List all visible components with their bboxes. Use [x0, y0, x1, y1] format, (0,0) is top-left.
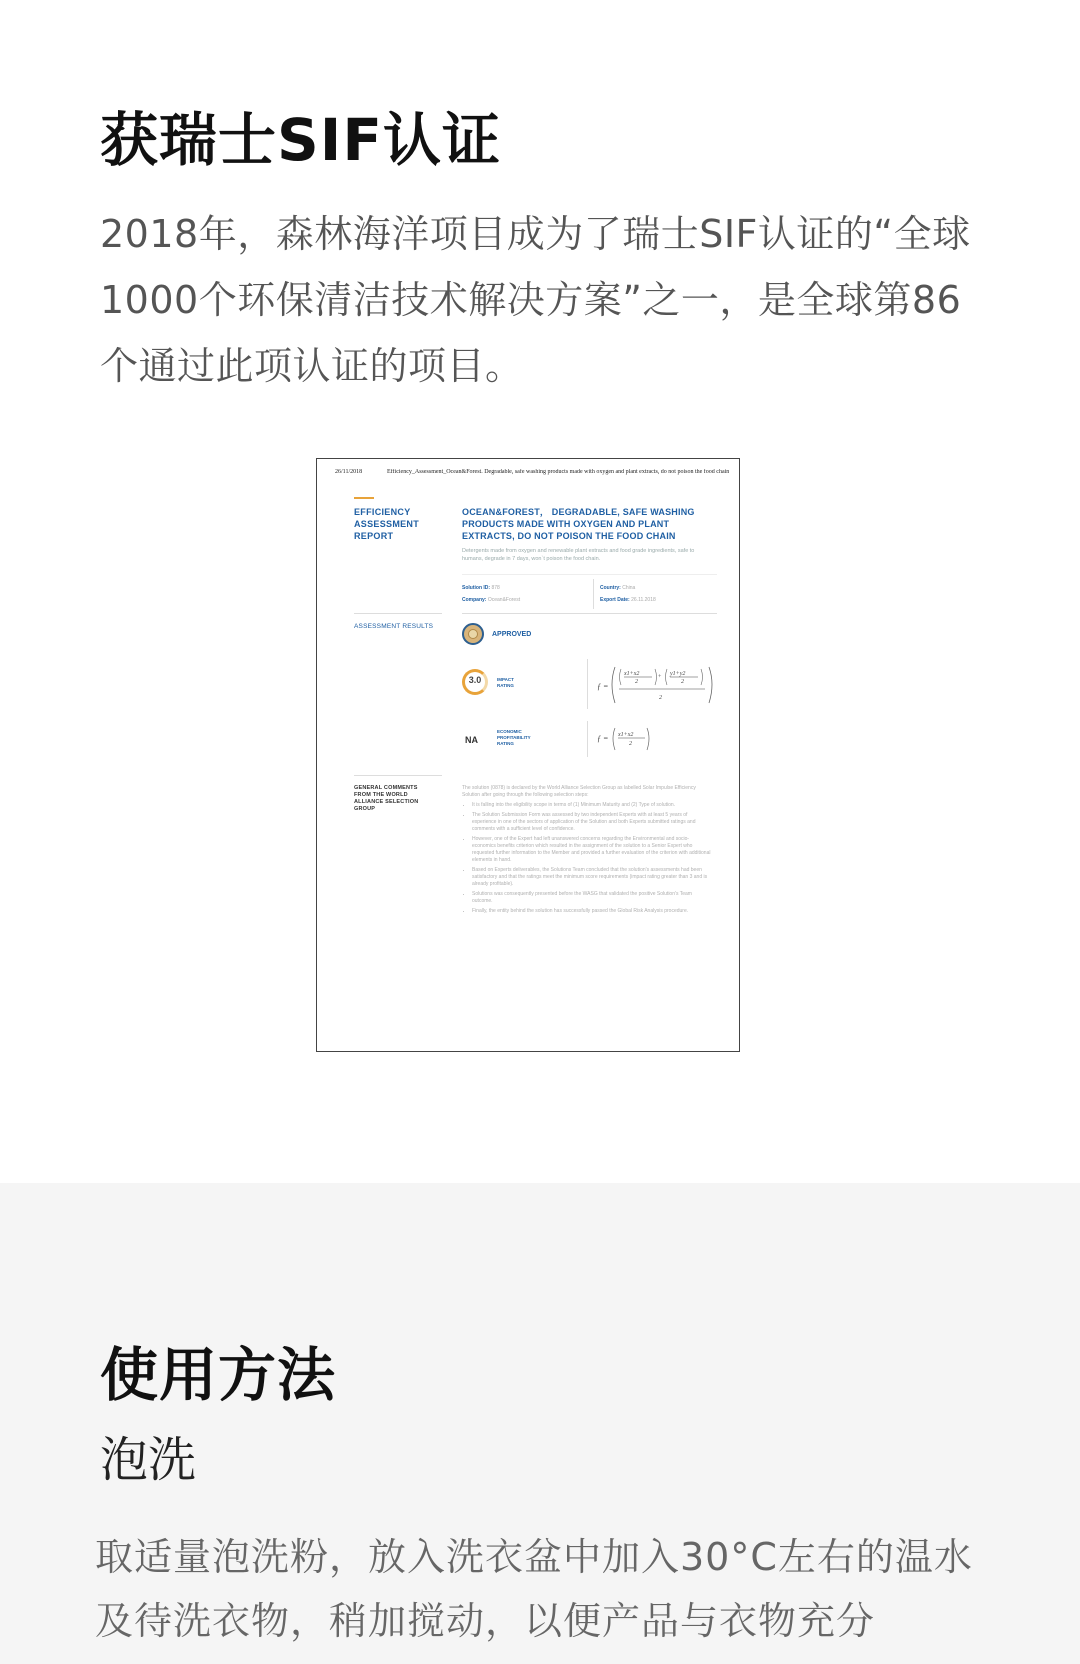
- export-date: Export Date: 26.11.2018: [600, 597, 656, 603]
- divider: [462, 613, 717, 614]
- general-comments-label: GENERAL COMMENTS FROM THE WORLD ALLIANCE SELECTION GROUP: [354, 785, 419, 812]
- svg-text:x1+x2: x1+x2: [618, 732, 634, 738]
- product-description: Detergents made from oxygen and renewable plant extracts and food grade ingredients, safe to humans, degrade in 7 days, won`t poison the food chain.: [462, 548, 695, 562]
- cert-section-description: 2018年，森林海洋项目成为了瑞士SIF认证的“全球1000个环保清洁技术解决方案”之一，是全球第86个通过此项认证的项目。: [100, 212, 971, 388]
- economic-rating-value: NA: [465, 735, 478, 745]
- list-item: • However, one of the Expert had left unanswered concerns regarding the Environmental and socio-economics benefits criterion which resulted in the assignment of the solution to a Senior Expert who requested further information to the Member and provided a further evaluation of the criterion with additional elements in hand.: [472, 836, 712, 864]
- assessment-results-label: ASSESSMENT RESULTS: [354, 623, 434, 630]
- svg-text:x1+x2: x1+x2: [624, 671, 640, 677]
- certificate-header: [335, 469, 729, 475]
- certificate-document: [316, 458, 740, 1052]
- divider: [587, 659, 588, 709]
- usage-description: 取适量泡洗粉，放入洗衣盆中加入30°C左右的温水及待洗衣物，稍加搅动，以便产品与衣物充分: [95, 1535, 973, 1643]
- comments-list: [462, 802, 712, 915]
- impact-rating-value: 3.0: [468, 675, 482, 685]
- approved-label: APPROVED: [492, 631, 532, 638]
- divider: [462, 574, 717, 575]
- general-comments-text: [462, 785, 712, 918]
- list-item: • It is falling into the eligibility scope in terms of (1) Minimum Maturity and (2) Type of solution.: [472, 802, 712, 809]
- country: Country: China: [600, 585, 636, 591]
- comments-intro: The solution (0878) is declared by the World Alliance Selection Group as labelled Solar Impulse Efficiency Solution after going through the following selection steps:: [462, 785, 696, 798]
- economic-formula-icon: [597, 724, 677, 754]
- divider: [587, 721, 588, 757]
- svg-text:ƒ =: ƒ =: [597, 682, 609, 691]
- divider: [593, 579, 594, 609]
- usage-section-title: 使用方法: [100, 1341, 337, 1409]
- cert-section-title: 获瑞士SIF认证: [100, 106, 501, 174]
- list-item: • Based on Experts deliverables, the Solutions Team concluded that the solution's assessments had been satisfactory and that the ratings meet the minimum score requirements (impact rating greater than 3 and is already profitable).: [472, 867, 712, 888]
- list-item: • The Solution Submission Form was assessed by two independent Experts with at least 5 years of experience in one of the sectors of application of the Solution and both Experts submitted ratings and comments with a sufficient level of confidence.: [472, 812, 712, 833]
- report-title: EFFICIENCY ASSESSMENT REPORT: [354, 507, 420, 541]
- svg-text:2: 2: [629, 741, 632, 747]
- product-title: OCEAN&FOREST， DEGRADABLE, SAFE WASHING PRODUCTS MADE WITH OXYGEN AND PLANT EXTRACTS, DO NOT POISON THE FOOD CHAIN: [462, 507, 695, 541]
- economic-rating-label: ECONOMIC PROFITABILITY RATING: [497, 729, 531, 746]
- impact-rating-label: IMPACT RATING: [497, 677, 514, 688]
- company: Company: Ocean&Forest: [462, 597, 521, 603]
- svg-text:2: 2: [659, 695, 662, 701]
- solution-id: Solution ID: 878: [462, 585, 500, 591]
- usage-subtitle: 泡洗: [100, 1432, 197, 1488]
- impact-formula-icon: [597, 659, 717, 709]
- divider: [354, 613, 442, 614]
- svg-text:ƒ =: ƒ =: [597, 734, 609, 743]
- svg-text:+: +: [658, 674, 662, 680]
- certificate-header-date: 26/11/2018: [335, 469, 363, 475]
- svg-text:2: 2: [681, 679, 684, 685]
- divider: [354, 775, 442, 776]
- approval-seal-icon: [462, 623, 484, 645]
- list-item: • Solutions was consequently presented before the WASG that validated the positive Solution's Team outcome.: [472, 891, 712, 905]
- accent-bar: [354, 497, 374, 499]
- certificate-header-title: Efficiency_Assessment_Ocean&Forest. Degradable, safe washing products made with oxygen and plant extracts, do not poison the food chain: [387, 469, 729, 475]
- svg-text:2: 2: [635, 679, 638, 685]
- svg-text:y1+y2: y1+y2: [670, 671, 686, 677]
- list-item: • Finally, the entity behind the solution has successfully passed the Global Risk Analysis procedure.: [472, 908, 712, 915]
